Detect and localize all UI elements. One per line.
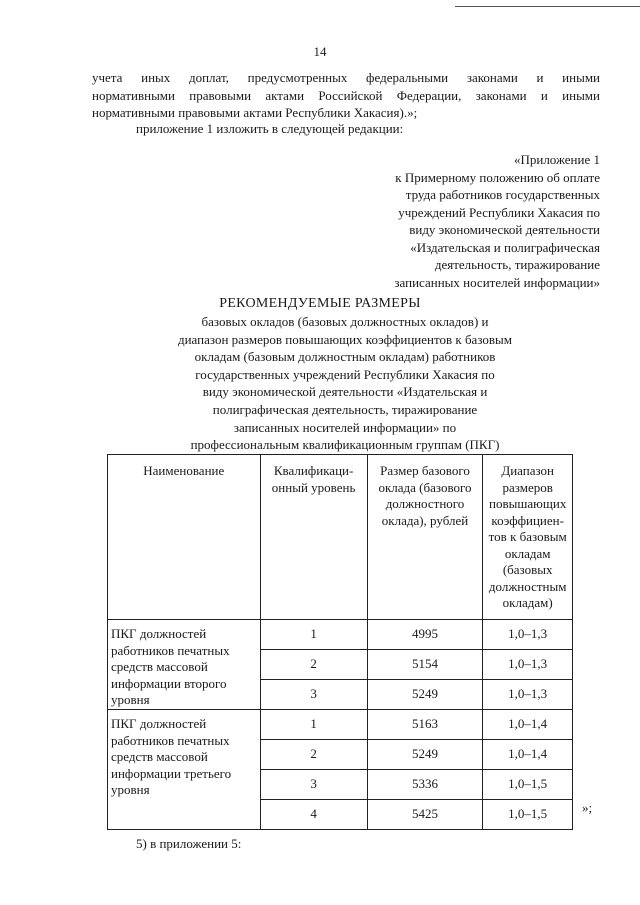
subtitle-line: диапазон размеров повышающих коэффициентов к базовым xyxy=(177,331,512,347)
level-cell: 3 xyxy=(260,770,367,800)
salary-cell: 5249 xyxy=(367,740,483,770)
level-cell: 3 xyxy=(260,680,367,710)
table-closing-quote: »; xyxy=(582,800,593,815)
subtitle-line: полиграфическая деятельность, тиражирование xyxy=(212,401,478,417)
table-header-row xyxy=(108,455,573,620)
header-coefficient-range: Диапазон размеров повышающих коэффициен- тов к базовым окладам (базовых должностным окладам) xyxy=(483,455,573,620)
appendix-line: записанных носителей информации» xyxy=(394,274,600,290)
range-cell: 1,0–1,4 xyxy=(483,710,573,740)
level-cell: 4 xyxy=(260,800,367,830)
table-row xyxy=(108,710,573,740)
level-cell: 2 xyxy=(260,650,367,680)
appendix-line: «Приложение 1 xyxy=(513,152,600,167)
subtitle-line: профессиональным квалификационным группам (ПКГ) xyxy=(190,437,500,453)
intro-paragraph xyxy=(92,69,600,122)
document-title: РЕКОМЕНДУЕМЫЕ РАЗМЕРЫ xyxy=(219,296,421,311)
intro-line: нормативными правовыми актами Республики Хакасия).»; xyxy=(92,105,418,120)
top-rule xyxy=(455,6,640,7)
appendix-line: деятельность, тиражирование xyxy=(434,257,600,272)
group-name-cell: ПКГ должностей работников печатных средств массовой информации второго уровня xyxy=(108,620,261,710)
header-name: Наименование xyxy=(108,455,261,620)
subtitle-line: виду экономической деятельности «Издательская и xyxy=(202,384,488,400)
range-cell: 1,0–1,5 xyxy=(483,770,573,800)
salary-cell: 4995 xyxy=(367,620,483,650)
salary-cell: 5154 xyxy=(367,650,483,680)
appendix-line: виду экономической деятельности xyxy=(409,222,600,237)
level-cell: 1 xyxy=(260,710,367,740)
level-cell: 1 xyxy=(260,620,367,650)
salary-cell: 5249 xyxy=(367,680,483,710)
salary-table xyxy=(107,454,573,830)
appendix-header xyxy=(340,151,600,291)
page-number: 14 xyxy=(313,44,327,59)
range-cell: 1,0–1,4 xyxy=(483,740,573,770)
subtitle-line: записанных носителей информации» по xyxy=(233,419,457,435)
salary-cell: 5425 xyxy=(367,800,483,830)
document-subtitle xyxy=(150,313,540,454)
level-cell: 2 xyxy=(260,740,367,770)
subtitle-line: окладам (базовым должностным окладам) работников xyxy=(194,349,496,365)
appendix-line: к Примерному положению об оплате xyxy=(395,169,600,185)
header-salary: Размер базового оклада (базового должностного оклада), рублей xyxy=(367,455,483,620)
range-cell: 1,0–1,3 xyxy=(483,680,573,710)
intro-line: нормативными правовыми актами Российской Федерации, законами и иными xyxy=(92,87,600,103)
header-level: Квалификаци- онный уровень xyxy=(260,455,367,620)
range-cell: 1,0–1,3 xyxy=(483,620,573,650)
range-cell: 1,0–1,5 xyxy=(483,800,573,830)
appendix-line: учреждений Республики Хакасия по xyxy=(398,204,600,220)
instruction-text: приложение 1 изложить в следующей редакции: xyxy=(136,121,404,136)
appendix-line: труда работников государственных xyxy=(405,187,600,202)
subtitle-line: базовых окладов (базовых должностных окладов) и xyxy=(201,314,489,329)
table-row xyxy=(108,620,573,650)
salary-cell: 5163 xyxy=(367,710,483,740)
range-cell: 1,0–1,3 xyxy=(483,650,573,680)
group-name-cell: ПКГ должностей работников печатных средств массовой информации третьего уровня xyxy=(108,710,261,830)
appendix-line: «Издательская и полиграфическая xyxy=(410,239,600,255)
salary-cell: 5336 xyxy=(367,770,483,800)
footer-text: 5) в приложении 5: xyxy=(136,836,242,851)
subtitle-line: государственных учреждений Республики Хакасия по xyxy=(195,366,495,382)
intro-line: учета иных доплат, предусмотренных федеральными законами и иными xyxy=(92,70,600,85)
